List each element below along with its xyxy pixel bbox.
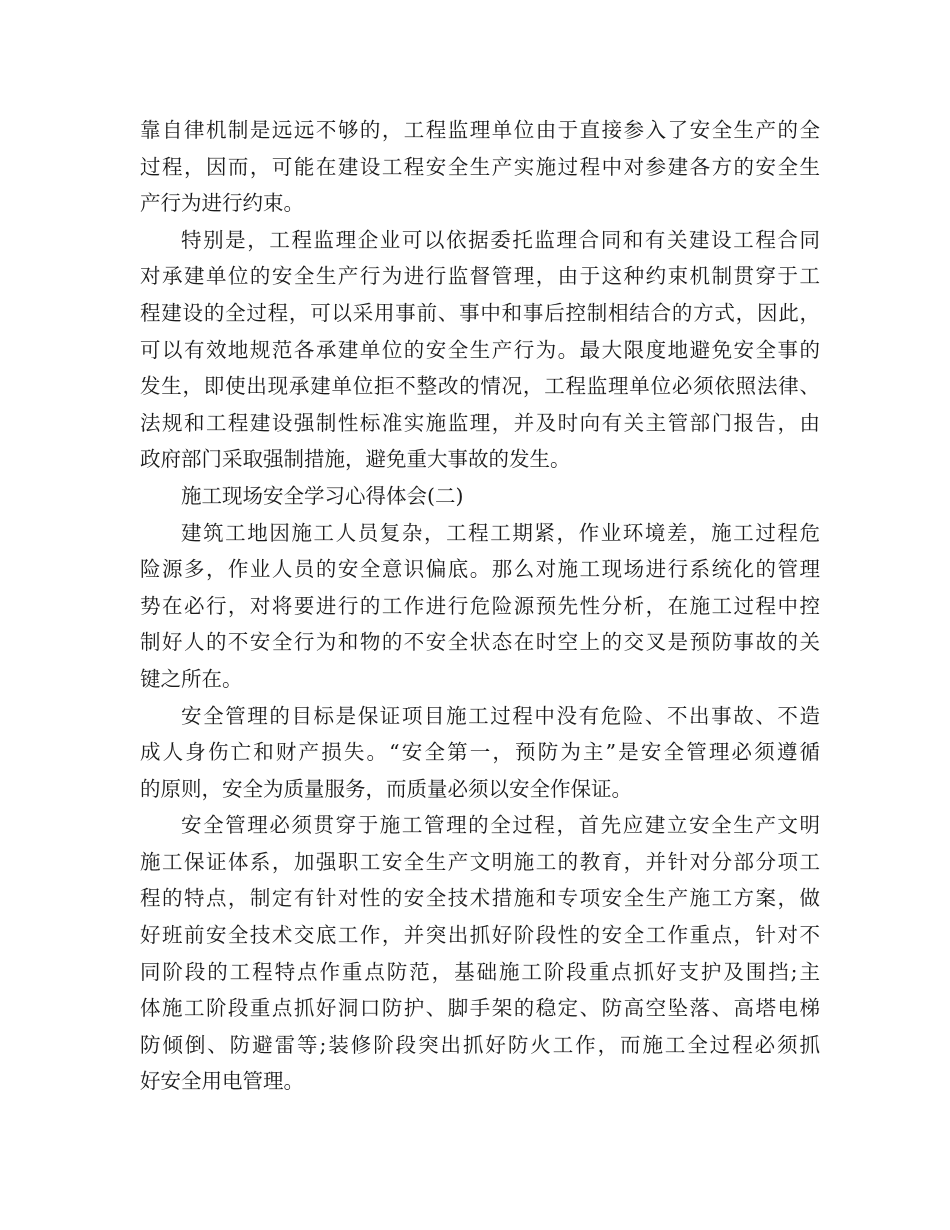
text-line: 键之所在。 (140, 666, 243, 691)
text-line: 险源多，作业人员的安全意识偏底。那么对施工现场进行系统化的管理 (140, 557, 820, 582)
text-line: 防倾倒、防避雷等;装修阶段突出抓好防火工作，而施工全过程必须抓 (140, 1032, 820, 1057)
text-line: 政府部门采取强制措施，避免重大事故的发生。 (140, 447, 571, 472)
text-line: 同阶段的工程特点作重点防范，基础施工阶段重点抓好支护及围挡;主 (140, 959, 820, 984)
text-line: 法规和工程建设强制性标准实施监理，并及时向有关主管部门报告，由 (140, 410, 820, 435)
text-line: 特别是，工程监理企业可以依据委托监理合同和有关建设工程合同 (181, 227, 820, 252)
text-line: 建筑工地因施工人员复杂，工程工期紧，作业环境差，施工过程危 (181, 520, 820, 545)
text-line: 产行为进行约束。 (140, 191, 304, 216)
text-line: 好安全用电管理。 (140, 1069, 304, 1094)
text-line: 可以有效地规范各承建单位的安全生产行为。最大限度地避免安全事的 (140, 337, 820, 362)
text-line: 安全管理必须贯穿于施工管理的全过程，首先应建立安全生产文明 (181, 813, 820, 838)
document-body (140, 112, 820, 1100)
text-line: 好班前安全技术交底工作，并突出抓好阶段性的安全工作重点，针对不 (140, 923, 820, 948)
text-line: 体施工阶段重点抓好洞口防护、脚手架的稳定、防高空坠落、高塔电梯 (140, 996, 820, 1021)
text-line: 对承建单位的安全生产行为进行监督管理，由于这种约束机制贯穿于工 (140, 264, 820, 289)
text-line: 靠自律机制是远远不够的，工程监理单位由于直接参入了安全生产的全 (140, 118, 820, 142)
text-line: 程的特点，制定有针对性的安全技术措施和专项安全生产施工方案，做 (140, 886, 820, 911)
text-line: 发生，即使出现承建单位拒不整改的情况，工程监理单位必须依照法律、 (140, 374, 820, 399)
text-line: 成人身伤亡和财产损失。“安全第一，预防为主”是安全管理必须遵循 (140, 740, 820, 765)
text-line: 的原则，安全为质量服务，而质量必须以安全作保证。 (140, 776, 632, 801)
text-line: 施工保证体系，加强职工安全生产文明施工的教育，并针对分部分项工 (140, 849, 820, 874)
text-line: 势在必行，对将要进行的工作进行危险源预先性分析，在施工过程中控 (140, 593, 820, 618)
text-line: 程建设的全过程，可以采用事前、事中和事后控制相结合的方式，因此， (140, 300, 820, 325)
text-line: 安全管理的目标是保证项目施工过程中没有危险、不出事故、不造 (181, 703, 820, 728)
text-line: 施工现场安全学习心得体会(二) (181, 483, 464, 508)
text-line: 制好人的不安全行为和物的不安全状态在时空上的交叉是预防事故的关 (140, 630, 820, 655)
text-line: 过程，因而，可能在建设工程安全生产实施过程中对参建各方的安全生 (140, 154, 820, 179)
